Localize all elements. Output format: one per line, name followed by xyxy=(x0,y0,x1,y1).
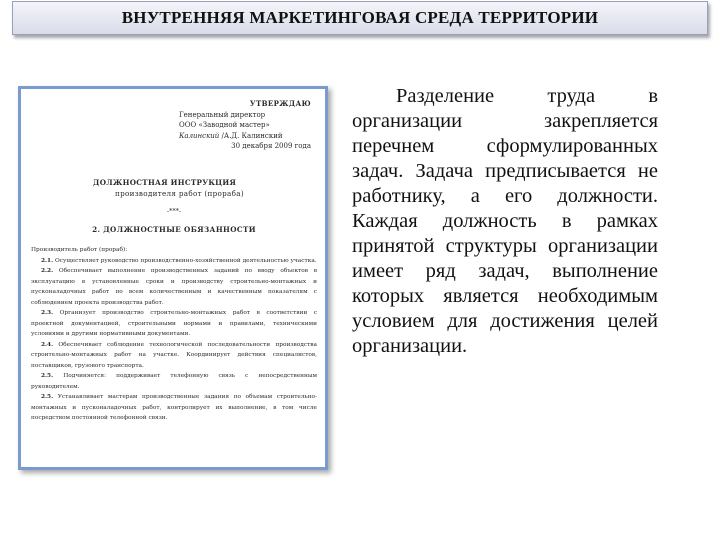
slide-title-bar xyxy=(12,1,708,35)
duty-text: Устанавливает мастерам производственные задания по объемам строительно-монтажных и пусконаладочных работ, контролирует их выполнение, в том числе посредством постоянной телефонной связи. xyxy=(31,394,318,421)
duties-intro: Производитель работ (прораб): xyxy=(31,247,128,253)
duty-item xyxy=(31,308,317,340)
instruction-subtitle: производителя работ (прораба) xyxy=(115,189,244,198)
handwritten-signature: Калинский xyxy=(179,131,220,140)
duty-text: Обеспечивает соблюдение технологической последовательности производства строительно-монтажных работ на участке. Координирует действия специалистов, поставщиков, грузового транспорта. xyxy=(31,341,318,369)
instruction-title: ДОЛЖНОСТНАЯ ИНСТРУКЦИЯ xyxy=(93,178,237,187)
approval-date: 30 декабря 2009 года xyxy=(231,142,311,150)
duty-number: 2.4. xyxy=(41,341,54,348)
section-title: 2. ДОЛЖНОСТНЫЕ ОБЯЗАННОСТИ xyxy=(92,225,256,234)
approval-company: ООО «Заводной мастер» xyxy=(179,121,270,129)
duty-item xyxy=(31,392,317,424)
duty-item xyxy=(31,266,317,308)
duty-text: Подчиняется: поддерживает телефонную связь с непосредственным руководителем. xyxy=(31,373,318,390)
duty-number: 2.3. xyxy=(41,310,54,316)
approval-position: Генеральный директор xyxy=(179,110,266,119)
instruction-heading xyxy=(93,177,244,199)
duty-text: Осуществляет руководство производственно-хозяйственной деятельностью участка. xyxy=(54,257,317,264)
duty-number: 2.5. xyxy=(41,373,54,379)
slide-title: ВНУТРЕННЯЯ МАРКЕТИНГОВАЯ СРЕДА ТЕРРИТОРИИ xyxy=(121,8,599,27)
duty-item xyxy=(31,371,317,392)
main-paragraph: Разделение труда в организации закрепляется перечнем сформулированных задач. Задача предписывается не работнику, а его должности. Каждая должность в рамках принятой структуры организации имеет ряд задач, выполнение которых является необходимым условием для достижения целей организации. xyxy=(352,85,658,357)
job-description-document xyxy=(29,95,319,463)
duty-number: 2.2. xyxy=(41,268,54,274)
duties-list xyxy=(31,245,317,424)
approval-signer: /А.Д. Калинский xyxy=(221,131,283,140)
duty-text: Организует производство строительно-монтажных работ в соответствии с проектной документацией, строительными нормами и правилами, техническими условиями и другими нормативными документами. xyxy=(31,310,317,337)
approval-heading: УТВЕРЖДАЮ xyxy=(249,99,311,108)
duty-item xyxy=(31,256,317,267)
duty-item xyxy=(31,340,317,372)
separator: -***- xyxy=(166,207,182,215)
duty-number: 2.1. xyxy=(41,257,54,264)
duty-text: Обеспечивает выполнение производственных заданий по вводу объектов в эксплуатацию в установленные сроки и производству строительно-монтажных и пусконаладочных работ по всем количественным и качественным показателям с соблюдением проекта производства работ. xyxy=(31,268,318,306)
document-image xyxy=(18,86,328,470)
approval-signature-line xyxy=(179,131,311,142)
approval-block xyxy=(179,99,311,152)
duty-number: 2.5. xyxy=(41,394,54,400)
